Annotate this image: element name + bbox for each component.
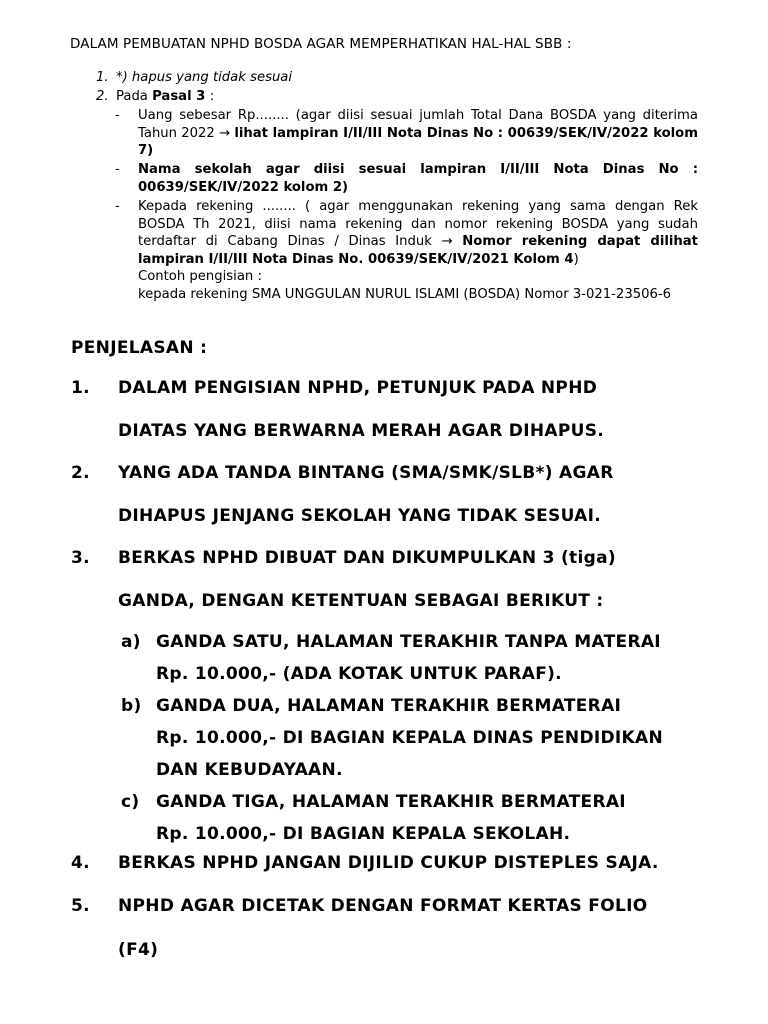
item-text-prefix: Pada [116,89,148,104]
point-text: DIHAPUS JENJANG SEKOLAH YANG TIDAK SESUAI. [118,506,601,526]
sub-item-text: Uang sebesar Rp........ (agar diisi sesuai jumlah Total Dana BOSDA yang diterima Tahun 2022 → [138,108,698,141]
sub-point-text: Rp. 10.000,- DI BAGIAN KEPALA SEKOLAH. [156,824,571,844]
sub-point-text: GANDA TIGA, HALAMAN TERAKHIR BERMATERAI [156,792,626,812]
item-text-suffix: : [209,89,215,104]
sub-item-bold: lihat lampiran I/II/III Nota Dinas No : 00639/SEK/IV/2022 kolom 7) [138,125,698,158]
page-header: DALAM PEMBUATAN NPHD BOSDA AGAR MEMPERHATIKAN HAL-HAL SBB : [70,36,572,52]
sub-point-text: GANDA DUA, HALAMAN TERAKHIR BERMATERAI [156,696,622,716]
sub-point-label: c) [121,792,140,812]
dash-marker: - [115,162,120,177]
section-title: PENJELASAN : [71,338,208,358]
item-number: 2. [96,89,109,104]
point-text: GANDA, DENGAN KETENTUAN SEBAGAI BERIKUT : [118,591,604,611]
point-text: BERKAS NPHD JANGAN DIJILID CUKUP DISTEPLES SAJA. [118,853,659,873]
point-text: BERKAS NPHD DIBUAT DAN DIKUMPULKAN 3 (tiga) [118,548,616,568]
item-text: *) hapus yang tidak sesuai [116,70,293,85]
point-text: DALAM PENGISIAN NPHD, PETUNJUK PADA NPHD [118,378,598,398]
sub-point-text: DAN KEBUDAYAAN. [156,760,343,780]
sub-item-amount [115,107,698,160]
example-label: Contoh pengisian : [138,269,262,284]
sub-point-label: a) [121,632,141,652]
sub-point-text: Rp. 10.000,- DI BAGIAN KEPALA DINAS PENDIDIKAN [156,728,663,748]
sub-point-text: GANDA SATU, HALAMAN TERAKHIR TANPA MATERAI [156,632,661,652]
sub-point-text: Rp. 10.000,- (ADA KOTAK UNTUK PARAF). [156,664,562,684]
point-text: YANG ADA TANDA BINTANG (SMA/SMK/SLB*) AGAR [118,463,614,483]
dash-marker: - [115,108,120,123]
example-text: kepada rekening SMA UNGGULAN NURUL ISLAMI (BOSDA) Nomor 3-021-23506-6 [138,286,672,302]
sub-item-text: Kepada rekening ........ ( agar menggunakan rekening yang sama dengan Rek BOSDA Th 2021, diisi nama rekening dan nomor rekening BOSDA yang sudah terdaftar di Cabang Dinas / Dinas Induk → [138,199,698,249]
point-number: 3. [71,548,90,568]
sub-point-label: b) [121,696,142,716]
point-number: 4. [71,853,90,873]
point-text: (F4) [118,940,159,960]
point-text: DIATAS YANG BERWARNA MERAH AGAR DIHAPUS. [118,421,604,441]
point-number: 1. [71,378,90,398]
sub-item-school-name [115,161,698,196]
point-text: NPHD AGAR DICETAK DENGAN FORMAT KERTAS FOLIO [118,896,648,916]
point-number: 5. [71,896,90,916]
dash-marker: - [115,199,120,214]
sub-item-bold: Nama sekolah agar diisi sesuai lampiran I/II/III Nota Dinas No : 00639/SEK/IV/2022 kolom 2) [138,162,698,195]
item-number: 1. [96,70,109,85]
item-text-bold: Pasal 3 [152,89,206,104]
sub-item-end: ) [573,251,579,267]
sub-item-account [115,198,698,303]
point-number: 2. [71,463,90,483]
sub-item-bold: Nomor rekening dapat dilihat lampiran I/II/III Nota Dinas No. 00639/SEK/IV/2021 Kolom 4 [138,234,698,267]
